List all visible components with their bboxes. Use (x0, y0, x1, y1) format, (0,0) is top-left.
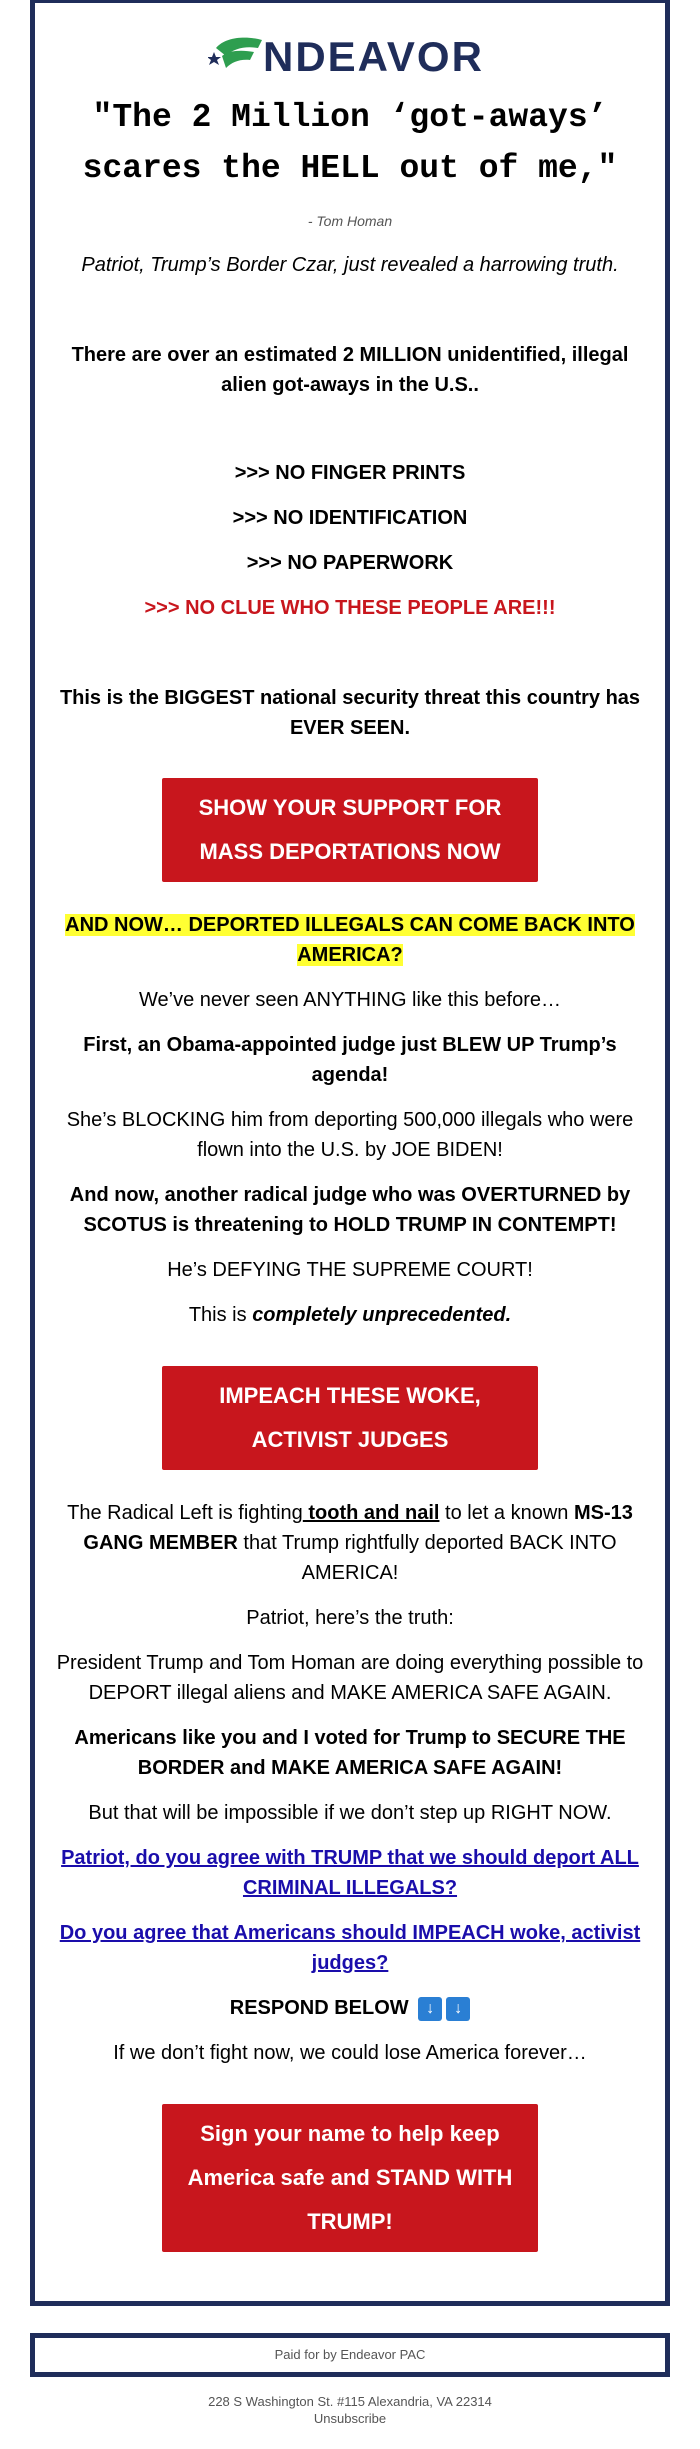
intro-text: Patriot, Trump’s Border Czar, just revealed a harrowing truth. (81, 254, 619, 276)
lose-america-text: If we don’t fight now, we could lose America forever… (113, 2042, 587, 2064)
quote-line-1: "The 2 Million ‘got-aways’ (92, 99, 608, 136)
sign-name-button[interactable] (162, 2104, 538, 2252)
never-seen-text: We’ve never seen ANYTHING like this before… (138, 989, 562, 1011)
truth-text: Patriot, here’s the truth: (246, 1607, 454, 1629)
unprecedented-emphasis: completely unprecedented. (252, 1304, 512, 1326)
radical-underline: tooth and nail (302, 1502, 440, 1524)
obama-judge-text: First, an Obama-appointed judge just BLEW UP Trump’s agenda! (83, 1034, 617, 1086)
estimate-post: unidentified, illegal alien got-aways in the U.S.. (221, 344, 629, 396)
button-line: ACTIVIST JUDGES (251, 1427, 449, 1452)
endeavor-wing-logo-icon (208, 34, 264, 80)
respond-below (55, 1993, 645, 2023)
unprecedented-text (55, 1300, 645, 1330)
estimate-bold: 2 MILLION (342, 344, 442, 366)
radical-bold: MS-13 GANG MEMBER (83, 1502, 633, 1554)
down-arrow-icon: ↓ (446, 1997, 470, 2021)
button-line: IMPEACH THESE WOKE, (219, 1383, 481, 1408)
paid-for-text: Paid for by Endeavor PAC (274, 2347, 426, 2362)
bullet-identification: >>> NO IDENTIFICATION (232, 507, 468, 529)
unsubscribe-link[interactable]: Unsubscribe (313, 2411, 387, 2426)
radical-post: that Trump rightfully deported BACK INTO AMERICA! (237, 1532, 617, 1584)
unprecedented-pre: This is (188, 1304, 253, 1326)
brand-wordmark: NDEAVOR (263, 33, 484, 80)
quote-line-2: scares the HELL out of me," (82, 150, 618, 187)
support-deportations-button[interactable] (162, 778, 538, 882)
voted-text: Americans like you and I voted for Trump to SECURE THE BORDER and MAKE AMERICA SAFE AGAIN! (74, 1727, 626, 1779)
brand-logo[interactable] (208, 34, 498, 80)
respond-label: RESPOND BELOW (229, 1997, 409, 2019)
bullet-fingerprints: >>> NO FINGER PRINTS (234, 462, 466, 484)
scotus-judge-text: And now, another radical judge who was OVERTURNED by SCOTUS is threatening to HOLD TRUMP IN CONTEMPT! (69, 1184, 631, 1236)
paid-for-box (30, 2333, 670, 2377)
deport-question-row (55, 1843, 645, 1903)
impossible-text: But that will be impossible if we don’t step up RIGHT NOW. (88, 1802, 612, 1824)
button-line: SHOW YOUR SUPPORT FOR (198, 795, 502, 820)
highlighted-headline: AND NOW… DEPORTED ILLEGALS CAN COME BACK INTO AMERICA? (65, 914, 635, 966)
radical-left-text (55, 1498, 645, 1588)
button-line: TRUMP! (307, 2209, 393, 2234)
president-text: President Trump and Tom Homan are doing everything possible to DEPORT illegal aliens and MAKE AMERICA SAFE AGAIN. (56, 1652, 644, 1704)
impeach-judges-button[interactable] (162, 1366, 538, 1470)
bullet-no-clue: >>> NO CLUE WHO THESE PEOPLE ARE!!! (144, 597, 556, 619)
button-line: America safe and STAND WITH (187, 2165, 513, 2190)
button-line: Sign your name to help keep (200, 2121, 500, 2146)
radical-pre: The Radical Left is fighting (67, 1502, 303, 1524)
impeach-question-link[interactable]: Do you agree that Americans should IMPEACH woke, activist judges? (59, 1922, 641, 1974)
impeach-question-row (55, 1918, 645, 1978)
estimate-text (55, 340, 645, 400)
radical-mid: to let a known (439, 1502, 574, 1524)
threat-text: This is the BIGGEST national security threat this country has EVER SEEN. (59, 687, 641, 739)
deport-question-link[interactable]: Patriot, do you agree with TRUMP that we should deport ALL CRIMINAL ILLEGALS? (61, 1847, 639, 1899)
bullet-paperwork: >>> NO PAPERWORK (246, 552, 454, 574)
deported-headline (55, 910, 645, 970)
blocking-text: She’s BLOCKING him from deporting 500,000 illegals who were flown into the U.S. by JOE BIDEN! (66, 1109, 634, 1161)
down-arrow-icon: ↓ (418, 1997, 442, 2021)
footer-address: 228 S Washington St. #115 Alexandria, VA 22314 (208, 2394, 492, 2409)
estimate-pre: There are over an estimated (71, 344, 343, 366)
quote-attribution: - Tom Homan (307, 213, 393, 229)
button-line: MASS DEPORTATIONS NOW (199, 839, 501, 864)
defying-text: He’s DEFYING THE SUPREME COURT! (167, 1259, 533, 1281)
